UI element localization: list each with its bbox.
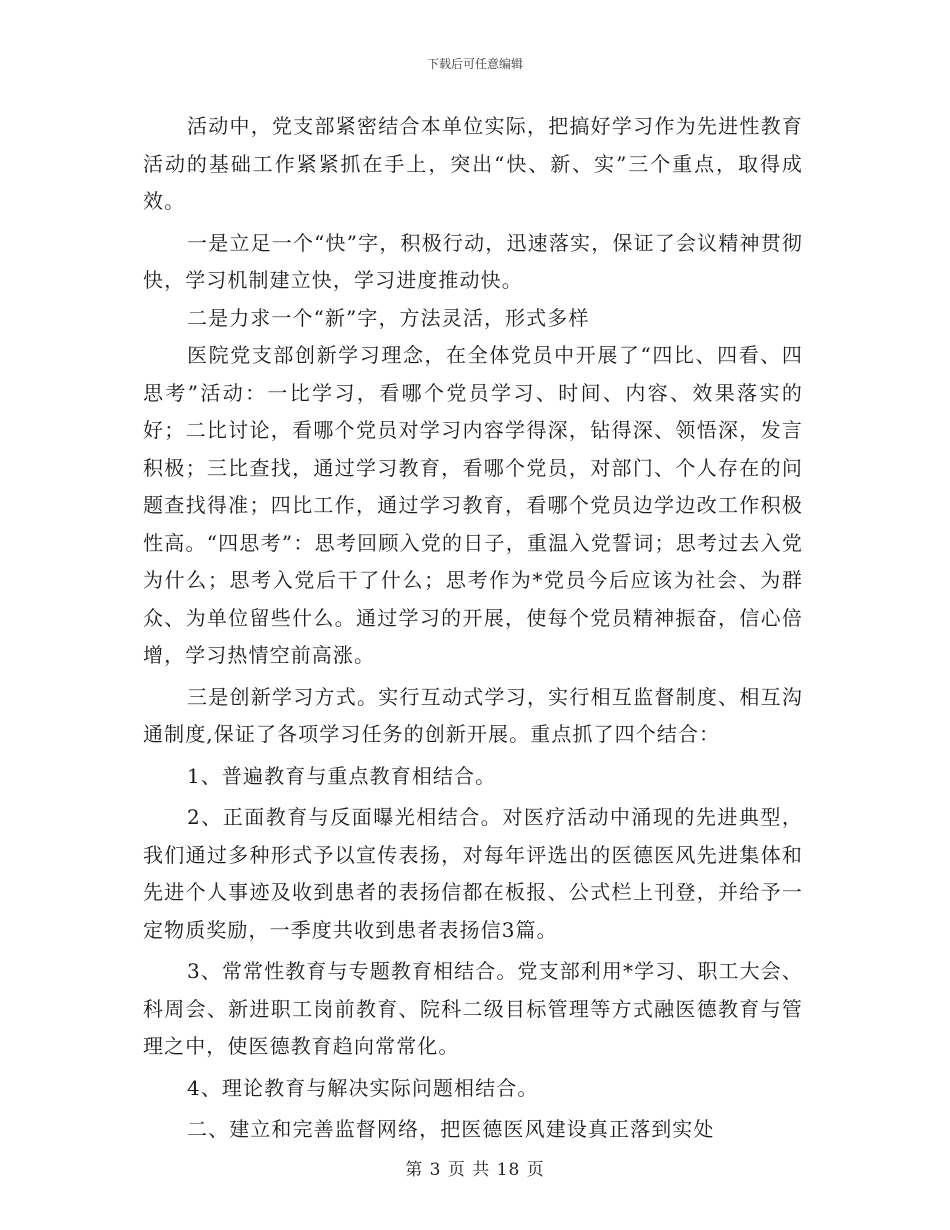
paragraph-9: 4、理论教育与解决实际问题相结合。 (187, 1075, 539, 1100)
page-header-note: 下载后可任意编辑 (426, 57, 523, 71)
document-body (143, 108, 803, 1149)
paragraph-4: 医院党支部创新学习理念，在全体党员中开展了“四比、四看、四思考”活动：一比学习，看哪个党员学习、时间、内容、效果落实的好；二比讨论，看哪个党员对学习内容学得深，钻得深、领悟深，发言积极；三比查找，通过学习教育，看哪个党员，对部门、个人存在的问题查找得准；四比工作，通过学习教育，看哪个党员边学边改工作积极性高。“四思考”：思考回顾入党的日子，重温入党誓词；思考过去入党为什么；思考入党后干了什么；思考作为*党员今后应该为社会、为群众、为单位留些什么。通过学习的开展，使每个党员精神振奋，信心倍增，学习热情空前高涨。 (143, 343, 803, 667)
paragraph-2: 一是立足一个“快”字，积极行动，迅速落实，保证了会议精神贯彻快，学习机制建立快，学习进度推动快。 (143, 230, 803, 292)
paragraph-3: 二是力求一个“新”字，方法灵活，形式多样 (187, 305, 590, 330)
page-number-footer: 第 3 页 共 18 页 (405, 1160, 545, 1180)
paragraph-6: 1、普遍教育与重点教育相结合。 (187, 763, 497, 788)
paragraph-5: 三是创新学习方式。实行互动式学习，实行相互监督制度、相互沟通制度,保证了各项学习任务的创新开展。重点抓了四个结合： (143, 684, 803, 746)
paragraph-1: 活动中，党支部紧密结合本单位实际，把搞好学习作为先进性教育活动的基础工作紧紧抓在手上，突出“快、新、实”三个重点，取得成效。 (143, 114, 803, 213)
paragraph-8: 3、常常性教育与专题教育相结合。党支部利用*学习、职工大会、科周会、新进职工岗前教育、院科二级目标管理等方式融医德教育与管理之中，使医德教育趋向常常化。 (143, 959, 803, 1058)
paragraph-7: 2、正面教育与反面曝光相结合。对医疗活动中涌现的先进典型，我们通过多种形式予以宣传表扬，对每年评选出的医德医风先进集体和先进个人事迹及收到患者的表扬信都在板报、公式栏上刊登，并给予一定物质奖励，一季度共收到患者表扬信3篇。 (143, 805, 803, 942)
paragraph-10: 二、建立和完善监督网络，把医德医风建设真正落到实处 (187, 1117, 715, 1141)
